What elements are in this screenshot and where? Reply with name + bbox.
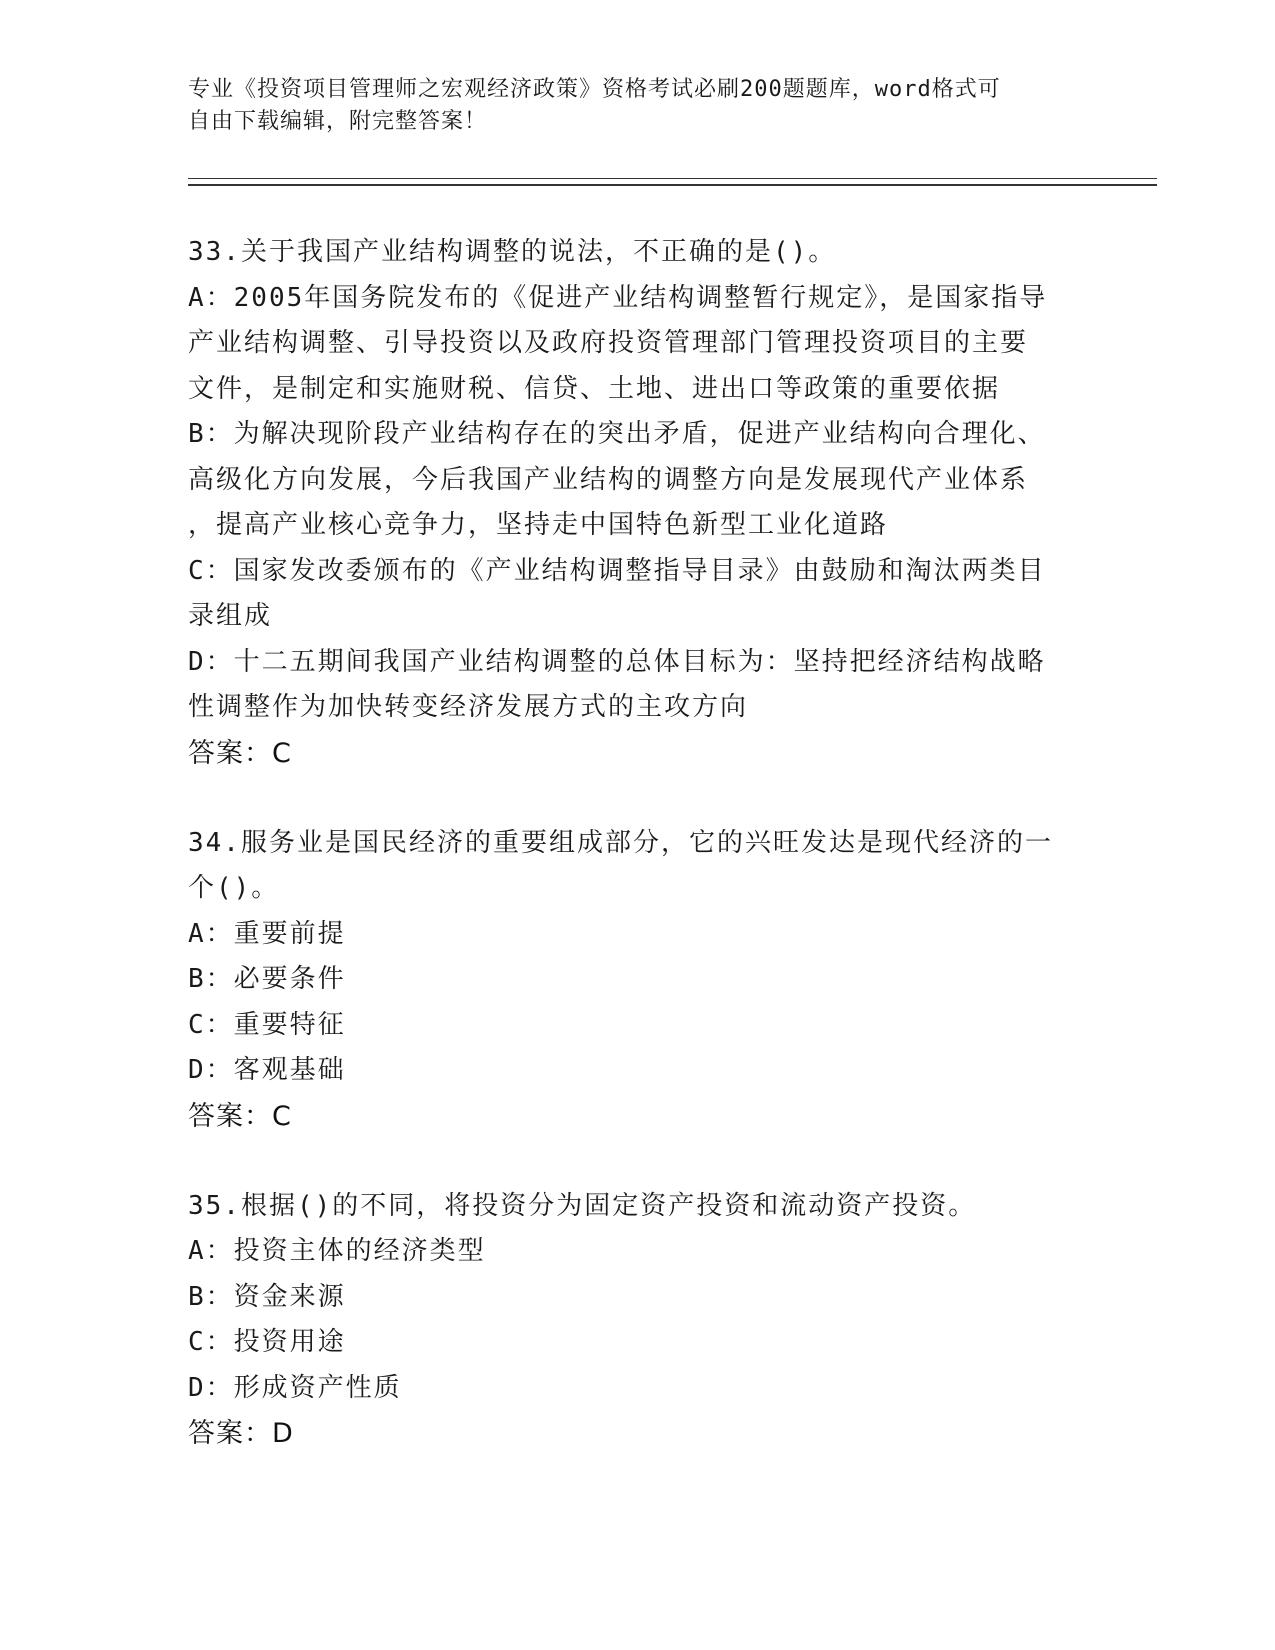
option-b: B：为解决现阶段产业结构存在的突出矛盾，促进产业结构向合理化、 — [188, 419, 1046, 449]
answer: 答案：C — [188, 737, 292, 769]
page-header — [188, 74, 1088, 138]
question-list — [188, 230, 1088, 1501]
question-34 — [188, 821, 1088, 1140]
question-stem: 35.根据()的不同，将投资分为固定资产投资和流动资产投资。 — [188, 1190, 977, 1221]
option-c-cont: 录组成 — [188, 601, 273, 631]
answer: 答案：C — [188, 1100, 292, 1132]
header-line-1: 专业《投资项目管理师之宏观经济政策》资格考试必刷200题题库，word格式可 — [188, 77, 1001, 102]
question-stem: 33.关于我国产业结构调整的说法，不正确的是()。 — [188, 237, 837, 267]
question-35 — [188, 1184, 1088, 1458]
option-c: C：重要特征 — [188, 1009, 346, 1040]
option-a: A：投资主体的经济类型 — [188, 1236, 486, 1266]
question-33 — [188, 230, 1088, 777]
option-d-cont: 性调整作为加快转变经济发展方式的主攻方向 — [188, 692, 749, 722]
option-c: C：国家发改委颁布的《产业结构调整指导目录》由鼓励和淘汰两类目 — [188, 555, 1046, 586]
header-divider — [188, 178, 1157, 186]
header-line-2: 自由下载编辑，附完整答案！ — [188, 109, 488, 134]
option-d: D：形成资产性质 — [188, 1372, 402, 1403]
option-b: B：资金来源 — [188, 1281, 346, 1312]
option-b: B：必要条件 — [188, 964, 346, 994]
question-stem: 34.服务业是国民经济的重要组成部分，它的兴旺发达是现代经济的一 — [188, 827, 1053, 858]
option-c: C：投资用途 — [188, 1327, 346, 1357]
answer: 答案：D — [188, 1418, 294, 1449]
option-d: D：客观基础 — [188, 1055, 346, 1085]
option-a: A：2005年国务院发布的《促进产业结构调整暂行规定》，是国家指导 — [188, 282, 1048, 313]
option-a: A：重要前提 — [188, 918, 346, 949]
option-d: D：十二五期间我国产业结构调整的总体目标为：坚持把经济结构战略 — [188, 646, 1046, 677]
option-a-cont: 产业结构调整、引导投资以及政府投资管理部门管理投资项目的主要 — [188, 328, 1029, 358]
option-b-cont: 高级化方向发展，今后我国产业结构的调整方向是发展现代产业体系 — [188, 464, 1029, 495]
option-a-cont: 文件，是制定和实施财税、信贷、土地、进出口等政策的重要依据 — [188, 373, 1001, 404]
question-stem-cont: 个()。 — [188, 873, 280, 903]
option-b-cont: ，提高产业核心竞争力，坚持走中国特色新型工业化道路 — [188, 510, 889, 540]
